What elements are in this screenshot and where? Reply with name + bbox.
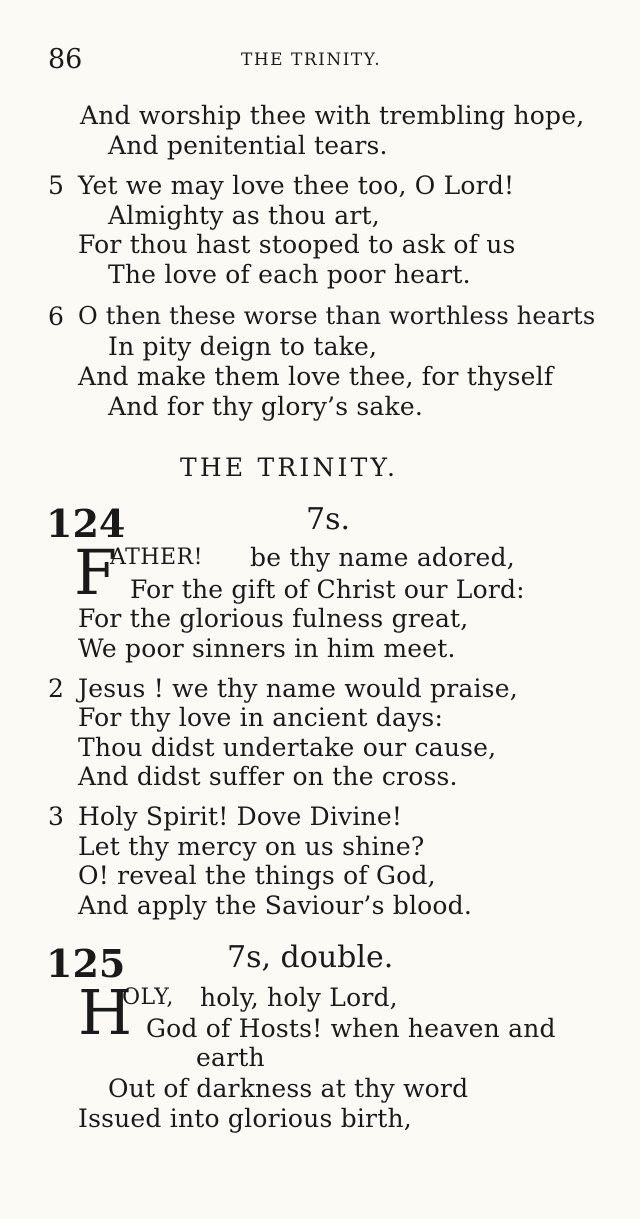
verse-line: The love of each poor heart. bbox=[108, 260, 471, 289]
verse-line: O! reveal the things of God, bbox=[78, 861, 436, 890]
verse-line: Yet we may love thee too, O Lord! bbox=[78, 171, 515, 200]
verse-line: And penitential tears. bbox=[108, 131, 388, 160]
drop-cap: F bbox=[74, 536, 118, 609]
verse-line: be thy name adored, bbox=[250, 543, 515, 572]
verse-line: For the glorious fulness great, bbox=[78, 604, 469, 633]
verse-line: earth bbox=[196, 1043, 265, 1072]
hymn-number: 125 bbox=[46, 941, 126, 986]
verse-line: And for thy glory’s sake. bbox=[108, 392, 423, 421]
verse-line: Holy Spirit! Dove Divine! bbox=[78, 802, 403, 831]
hymn-number: 124 bbox=[46, 501, 126, 546]
verse-first-word: OLY, bbox=[122, 985, 174, 1010]
page-number: 86 bbox=[48, 44, 83, 75]
verse-line: For thy love in ancient days: bbox=[78, 703, 444, 732]
verse-number: 2 bbox=[48, 674, 64, 703]
drop-cap: H bbox=[78, 976, 133, 1049]
verse-number: 5 bbox=[48, 171, 64, 200]
running-head: THE TRINITY. bbox=[241, 50, 382, 70]
verse-line: O then these worse than worthless hearts bbox=[78, 302, 596, 330]
verse-line: We poor sinners in him meet. bbox=[78, 634, 456, 663]
verse-line: In pity deign to take, bbox=[108, 332, 378, 361]
verse-line: Let thy mercy on us shine? bbox=[78, 832, 425, 861]
verse-line: And didst suffer on the cross. bbox=[78, 762, 458, 791]
verse-line: For the gift of Christ our Lord: bbox=[130, 575, 525, 604]
verse-line: Thou didst undertake our cause, bbox=[78, 733, 497, 762]
verse-line: Almighty as thou art, bbox=[108, 201, 380, 230]
verse-line: Out of darkness at thy word bbox=[108, 1074, 469, 1103]
verse-line: holy, holy Lord, bbox=[200, 983, 398, 1012]
verse-line: Jesus ! we thy name would praise, bbox=[78, 674, 518, 703]
verse-first-word: ATHER! bbox=[110, 545, 204, 570]
verse-number: 6 bbox=[48, 302, 64, 331]
hymn-meter: 7s. bbox=[306, 502, 351, 537]
hymn-meter: 7s, double. bbox=[227, 940, 394, 975]
section-heading: THE TRINITY. bbox=[180, 453, 399, 482]
verse-line: And make them love thee, for thyself bbox=[78, 362, 554, 391]
verse-line: Issued into glorious birth, bbox=[78, 1104, 412, 1133]
verse-number: 3 bbox=[48, 802, 64, 831]
verse-line: And worship thee with trembling hope, bbox=[80, 101, 585, 130]
verse-line: God of Hosts! when heaven and bbox=[146, 1014, 556, 1043]
verse-line: And apply the Saviour’s blood. bbox=[78, 891, 473, 920]
verse-line: For thou hast stooped to ask of us bbox=[78, 230, 516, 259]
